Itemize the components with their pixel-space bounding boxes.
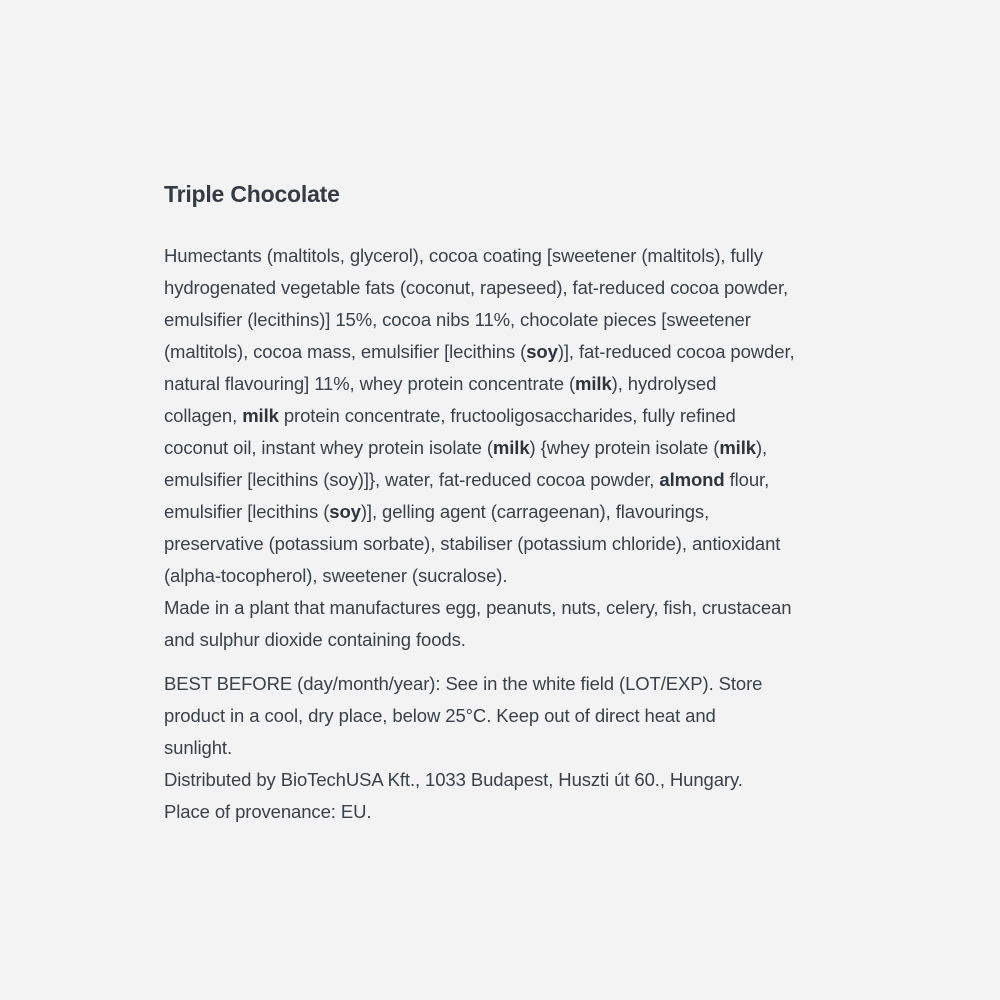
ingredients-line: hydrogenated vegetable fats (coconut, rapeseed), fat-reduced cocoa powder, xyxy=(164,277,789,298)
text-segment: )], gelling agent (carrageenan), flavourings, xyxy=(360,501,710,522)
ingredients-line xyxy=(164,400,844,432)
allergen-milk: milk xyxy=(719,437,756,458)
allergen-soy: soy xyxy=(329,501,361,522)
ingredients-line xyxy=(164,464,844,496)
product-info xyxy=(164,178,844,828)
allergen-soy: soy xyxy=(526,341,558,362)
storage-line: product in a cool, dry place, below 25°C. Keep out of direct heat and xyxy=(164,705,716,726)
ingredients-line xyxy=(164,368,844,400)
ingredients-line: preservative (potassium sorbate), stabiliser (potassium chloride), antioxidant xyxy=(164,533,781,554)
ingredients-text xyxy=(164,240,844,656)
text-segment: emulsifier [lecithins ( xyxy=(164,501,330,522)
ingredients-line xyxy=(164,432,844,464)
ingredients-line: emulsifier (lecithins)] 15%, cocoa nibs 11%, chocolate pieces [sweetener xyxy=(164,309,751,330)
text-segment: coconut oil, instant whey protein isolate ( xyxy=(164,437,493,458)
allergen-warning-line: and sulphur dioxide containing foods. xyxy=(164,629,466,650)
ingredients-line: (alpha-tocopherol), sweetener (sucralose). xyxy=(164,565,508,586)
allergen-milk: milk xyxy=(575,373,612,394)
text-segment: emulsifier [lecithins (soy)]}, water, fat-reduced cocoa powder, xyxy=(164,469,660,490)
ingredients-line: Humectants (maltitols, glycerol), cocoa coating [sweetener (maltitols), fully xyxy=(164,245,763,266)
allergen-milk: milk xyxy=(492,437,530,458)
best-before-line: BEST BEFORE (day/month/year): See in the white field (LOT/EXP). Store xyxy=(164,673,763,694)
provenance-line: Place of provenance: EU. xyxy=(164,801,372,822)
text-segment: ) {whey protein isolate ( xyxy=(529,437,720,458)
allergen-almond: almond xyxy=(659,469,725,490)
allergen-warning-line: Made in a plant that manufactures egg, peanuts, nuts, celery, fish, crustacean xyxy=(164,597,792,618)
distributor-line: Distributed by BioTechUSA Kft., 1033 Budapest, Huszti út 60., Hungary. xyxy=(164,769,743,790)
text-segment: ), hydrolysed xyxy=(611,373,717,394)
allergen-milk: milk xyxy=(242,405,279,426)
text-segment: natural flavouring] 11%, whey protein concentrate ( xyxy=(164,373,576,394)
ingredients-line xyxy=(164,496,844,528)
ingredients-line xyxy=(164,336,844,368)
product-title: Triple Chocolate xyxy=(164,181,340,207)
text-segment: flour, xyxy=(724,469,770,490)
text-segment: protein concentrate, fructooligosaccharides, fully refined xyxy=(278,405,736,426)
text-segment: )], fat-reduced cocoa powder, xyxy=(557,341,795,362)
storage-line: sunlight. xyxy=(164,737,233,758)
text-segment: (maltitols), cocoa mass, emulsifier [lecithins ( xyxy=(164,341,527,362)
storage-info xyxy=(164,668,844,828)
text-segment: ), xyxy=(755,437,768,458)
text-segment: collagen, xyxy=(164,405,243,426)
